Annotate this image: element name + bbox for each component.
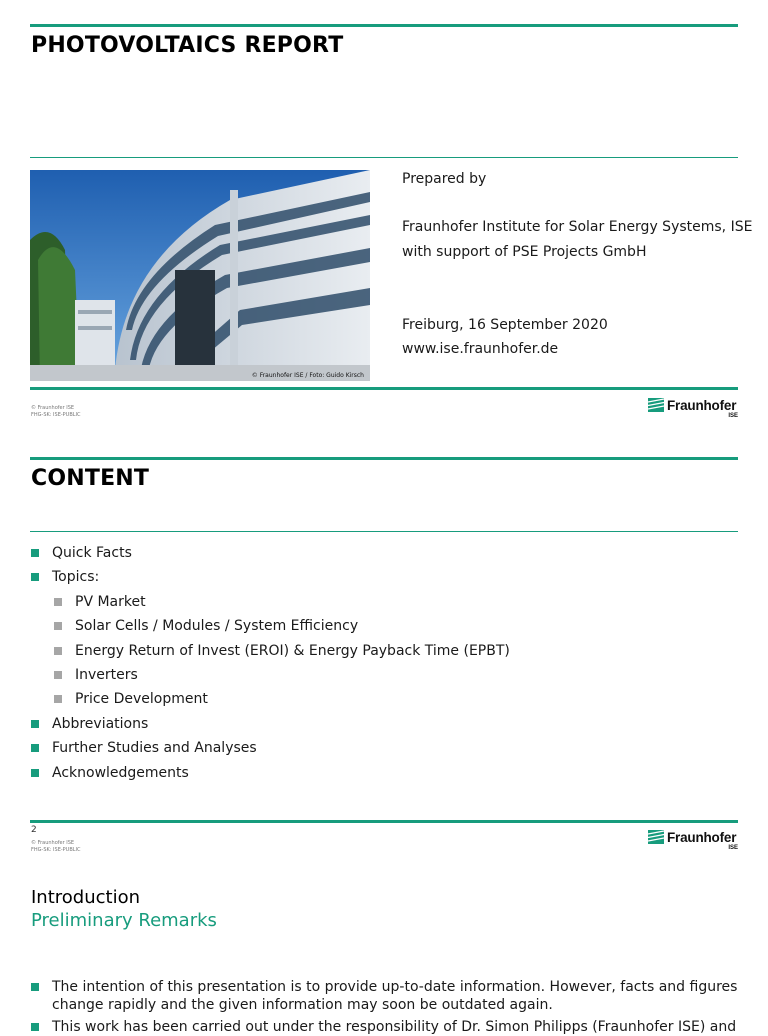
content-list — [30, 544, 740, 788]
remark-paragraph — [30, 1018, 738, 1036]
institute-name: Fraunhofer Institute for Solar Energy Systems, ISE — [402, 219, 753, 235]
intro-subtitle: Preliminary Remarks — [31, 910, 217, 931]
footer-copyright: © Fraunhofer ISE — [31, 840, 75, 846]
building-illustration — [30, 170, 370, 381]
slide2-bottom-rule — [30, 820, 738, 823]
remark-text: This work has been carried out under the responsibility of Dr. Simon Philipps (Fraunhofer ISE) and — [52, 1019, 737, 1035]
slide1-bottom-rule — [30, 387, 738, 390]
list-item-label: Solar Cells / Modules / System Efficiency — [75, 618, 359, 635]
place-date: Freiburg, 16 September 2020 — [402, 317, 608, 333]
list-item-label: Price Development — [75, 691, 208, 708]
logo-wordmark: Fraunhofer — [667, 830, 737, 845]
bullet-square-icon — [31, 720, 39, 728]
slide1-top-rule — [30, 24, 738, 27]
footer-copyright: © Fraunhofer ISE — [31, 405, 75, 411]
bullet-square-icon — [31, 573, 39, 581]
sub-bullet-square-icon — [54, 647, 62, 655]
fraunhofer-logo — [648, 829, 740, 855]
fraunhofer-logo — [648, 397, 740, 423]
fraunhofer-logo-icon — [648, 398, 664, 412]
sub-bullet-square-icon — [54, 695, 62, 703]
bullet-square-icon — [31, 744, 39, 752]
list-subitem — [30, 642, 740, 666]
sub-bullet-square-icon — [54, 598, 62, 606]
logo-wordmark: Fraunhofer — [667, 398, 737, 413]
list-item-label: Abbreviations — [52, 715, 149, 732]
list-subitem — [30, 690, 740, 714]
bullet-square-icon — [31, 769, 39, 777]
list-item-label: Further Studies and Analyses — [52, 740, 257, 757]
list-item — [30, 739, 740, 763]
slide2-footer — [31, 840, 81, 854]
prepared-by-label: Prepared by — [402, 171, 487, 187]
content-title: CONTENT — [31, 466, 150, 491]
photo-credit: © Fraunhofer ISE / Foto: Guido Kirsch — [251, 372, 364, 379]
list-item-label: Energy Return of Invest (EROI) & Energy Payback Time (EPBT) — [75, 642, 510, 659]
list-item-label: Inverters — [75, 666, 138, 683]
sub-bullet-square-icon — [54, 622, 62, 630]
list-item-label: Quick Facts — [52, 545, 132, 561]
bullet-square-icon — [31, 983, 39, 991]
remark-paragraph — [30, 978, 738, 1014]
list-item-label: Acknowledgements — [52, 764, 189, 781]
website-link[interactable]: www.ise.fraunhofer.de — [402, 341, 559, 357]
list-item-label: PV Market — [75, 593, 146, 610]
list-item — [30, 568, 740, 592]
slide2-top-rule — [30, 457, 738, 460]
list-item — [30, 764, 740, 788]
intro-title: Introduction — [31, 887, 141, 908]
list-item — [30, 715, 740, 739]
list-item — [30, 544, 740, 568]
page-number: 2 — [31, 825, 37, 835]
list-item-label: Topics: — [52, 569, 100, 586]
bullet-square-icon — [31, 1023, 39, 1031]
footer-classification: FHG-SK: ISE-PUBLIC — [31, 847, 81, 853]
logo-sub: ISE — [728, 413, 738, 419]
report-title: PHOTOVOLTAICS REPORT — [31, 33, 344, 58]
fraunhofer-logo-icon — [648, 830, 664, 844]
list-subitem — [30, 666, 740, 690]
list-subitem — [30, 593, 740, 617]
remark-text: The intention of this presentation is to provide up-to-date information. However, facts and figures change rapidly and the given information may soon be outdated again. — [52, 979, 738, 1013]
sub-bullet-square-icon — [54, 671, 62, 679]
list-subitem — [30, 617, 740, 641]
bullet-square-icon — [31, 549, 39, 557]
support-line: with support of PSE Projects GmbH — [402, 244, 647, 260]
building-photo — [30, 170, 370, 381]
footer-classification: FHG-SK: ISE-PUBLIC — [31, 412, 81, 418]
logo-sub: ISE — [728, 845, 738, 851]
slide2-title-rule — [30, 531, 738, 532]
slide1-title-rule — [30, 157, 738, 158]
slide1-footer — [31, 405, 81, 419]
